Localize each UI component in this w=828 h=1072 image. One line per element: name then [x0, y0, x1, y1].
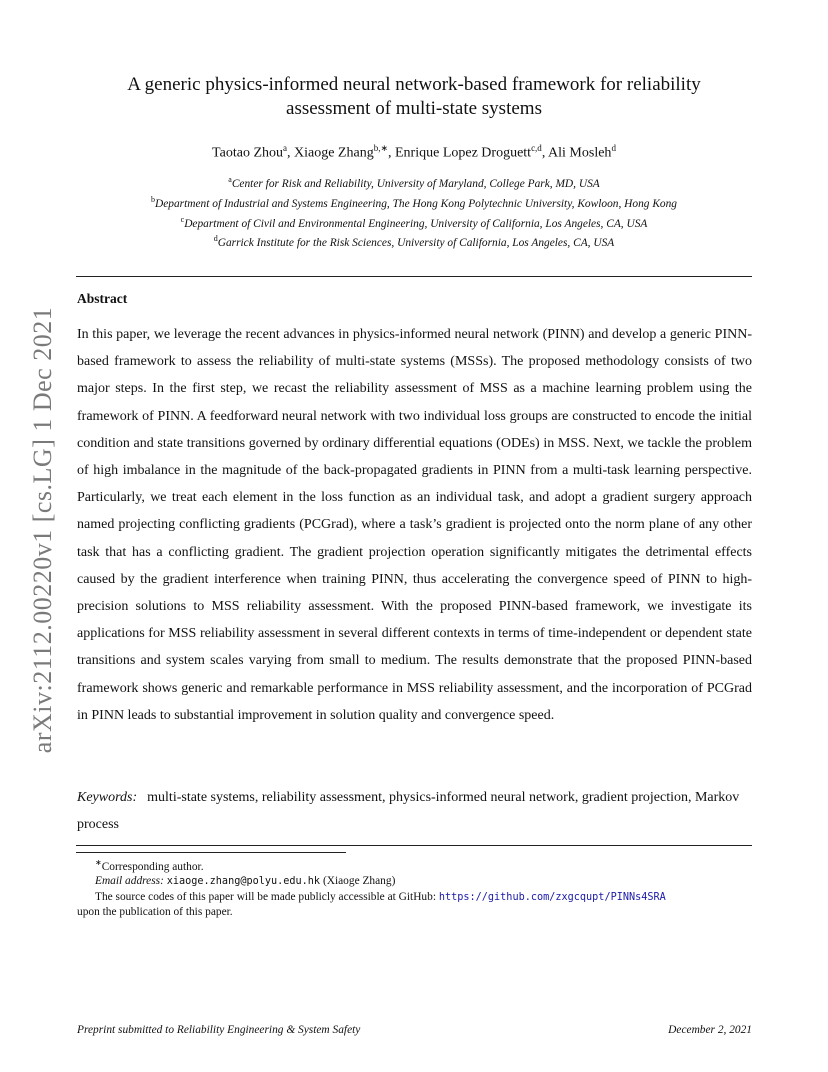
footnote-rule — [76, 852, 346, 853]
affiliation-mark: b — [150, 194, 155, 204]
footnote-corresponding-text: Corresponding author. — [101, 860, 204, 873]
affiliation-mark: d — [213, 234, 218, 244]
footnote-source — [77, 890, 752, 906]
affiliation-text: Department of Civil and Environmental Engineering, University of California, Los Angeles, CA, USA — [184, 217, 648, 230]
arxiv-stamp — [18, 295, 68, 765]
paper-title — [76, 73, 752, 121]
affiliation — [76, 172, 752, 192]
arxiv-stamp-text: arXiv:2112.00220v1 [cs.LG] 1 Dec 2021 — [28, 306, 58, 754]
author-name: Taotao Zhou — [212, 145, 283, 161]
footnote-corresponding — [77, 856, 752, 874]
abstract-text: In this paper, we leverage the recent advances in physics-informed neural network (PINN) and develop a generic PINN-based framework to assess the reliability of multi-state systems (MSSs). The proposed methodology consists of two major steps. In the first step, we recast the reliability assessment of MSS as a machine learning problem using the framework of PINN. A feedforward neural network with two individual loss groups are constructed to encode the initial condition and state transitions governed by ordinary differential equations (ODEs) in MSS. Next, we tackle the problem of high imbalance in the magnitude of the back-propagated gradients in PINN from a multi-task learning perspective. Particularly, we treat each element in the loss function as an individual task, and adopt a gradient surgery approach named projecting conflicting gradients (PCGrad), where a task’s gradient is projected onto the norm plane of any other task that has a conflicting gradient. The gradient projection operation significantly mitigates the detrimental effects caused by the gradient interference when training PINN, thus accelerating the convergence speed of PINN to high-precision solutions to MSS reliability assessment. With the proposed PINN-based framework, we investigate its applications for MSS reliability assessment in several different contexts in terms of time-independent or dependent state transitions and system scales varying from small to medium. The results demonstrate that the proposed PINN-based framework shows generic and remarkable performance in MSS reliability assessment, and the incorporation of PCGrad in PINN leads to substantial improvement in solution quality and convergence speed. — [77, 327, 752, 723]
email-link[interactable]: xiaoge.zhang@polyu.edu.hk — [166, 876, 321, 888]
author-list: Taotao Zhou$^a$, Xiaoge Zhang$^{b,∗}$, Enrique Lopez Droguett$^{c,d}$, Ali Mosleh$^d$ — [212, 143, 616, 161]
author-affil-mark: a — [283, 143, 287, 153]
affiliation — [76, 192, 752, 212]
author-name: Enrique Lopez Droguett — [395, 145, 532, 161]
author-affil-mark: b,∗ — [373, 143, 388, 153]
author-affil-mark: c,d — [531, 143, 542, 153]
github-link[interactable]: https://github.com/zxgcqupt/PINNs4SRA — [438, 891, 666, 903]
affiliation-mark: a — [228, 175, 232, 184]
affiliation-text: Center for Risk and Reliability, University of Maryland, College Park, MD, USA — [231, 177, 600, 190]
email-label: Email address: — [95, 875, 164, 888]
affiliation — [76, 212, 752, 232]
author-name: Xiaoge Zhang — [294, 145, 374, 161]
author-affil-mark: d — [611, 143, 616, 153]
affiliation — [76, 231, 752, 251]
keywords-label: Keywords: — [77, 790, 138, 805]
keywords — [77, 784, 752, 838]
footer-journal: Preprint submitted to Reliability Engineering & System Safety — [77, 1024, 361, 1036]
footer-date: December 2, 2021 — [668, 1024, 752, 1036]
keywords-text: multi-state systems, reliability assessment, physics-informed neural network, gradient projection, Markov process — [77, 790, 740, 832]
affiliation-text: Garrick Institute for the Risk Sciences, University of California, Los Angeles, CA, USA — [217, 237, 615, 250]
title-line-2: assessment of multi-state systems — [286, 98, 542, 119]
footnote-mark: ∗ — [95, 858, 102, 867]
footnotes — [77, 856, 752, 920]
footnote-email — [77, 874, 752, 890]
email-owner: (Xiaoge Zhang) — [322, 875, 396, 888]
abstract-heading: Abstract — [77, 291, 128, 306]
abstract-top-rule — [76, 276, 752, 277]
abstract-bottom-rule — [76, 845, 752, 846]
author-name: Ali Mosleh — [548, 145, 612, 161]
affiliation-mark: c — [180, 214, 185, 224]
affiliation-text: Department of Industrial and Systems Engineering, The Hong Kong Polytechnic University, Kowloon, Hong Kong — [154, 197, 678, 210]
source-text: The source codes of this paper will be made publicly accessible at GitHub: — [95, 890, 436, 903]
affiliation-list — [76, 172, 752, 251]
title-line-1: A generic physics-informed neural network-based framework for reliability — [127, 74, 701, 95]
footnote-source-cont: upon the publication of this paper. — [77, 906, 233, 919]
